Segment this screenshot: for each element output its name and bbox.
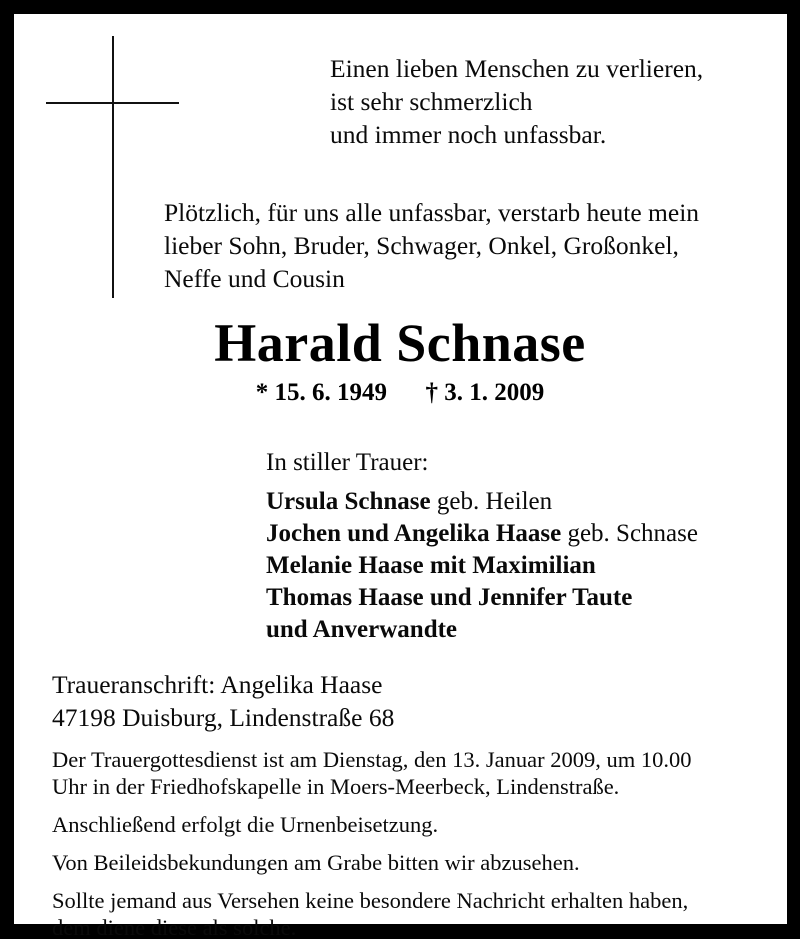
service-time-paragraph xyxy=(52,746,776,800)
address-line-2: 47198 Duisburg, Lindenstraße 68 xyxy=(52,703,395,732)
announcement-text xyxy=(164,196,770,295)
mourner-name: Jochen und Angelika Haase xyxy=(266,520,562,547)
mourner-name: und Anverwandte xyxy=(266,616,458,643)
cross-horizontal-stroke xyxy=(46,102,179,104)
service-line-1: Der Trauergottesdienst ist am Dienstag, den 13. Januar 2009, um 10.00 xyxy=(52,747,692,772)
death-symbol: † xyxy=(425,379,438,406)
mourner-name: Melanie Haase mit Maximilian xyxy=(266,552,596,579)
notice-inner-area xyxy=(14,14,787,940)
service-line-2: Uhr in der Friedhofskapelle in Moers-Meerbeck, Lindenstraße. xyxy=(52,774,620,799)
mourner-name: Ursula Schnase xyxy=(266,488,431,515)
death-date: 3. 1. 2009 xyxy=(444,379,545,406)
mourner-suffix: geb. Heilen xyxy=(430,488,553,515)
burial-line-1: Anschließend erfolgt die Urnenbeisetzung. xyxy=(52,812,439,837)
notification-line-2: dem diene diese als solche. xyxy=(52,915,297,940)
deceased-name-block xyxy=(28,314,772,408)
mourner-entry xyxy=(266,550,776,582)
mourner-entry xyxy=(266,486,776,518)
mourner-suffix: geb. Schnase xyxy=(561,520,698,547)
cross-vertical-stroke xyxy=(112,36,114,298)
mourner-entry xyxy=(266,518,776,550)
verse-line-1: Einen lieben Menschen zu verlieren, xyxy=(330,54,704,83)
birth-date: 15. 6. 1949 xyxy=(274,379,387,406)
announcement-line-2: lieber Sohn, Bruder, Schwager, Onkel, Großonkel, xyxy=(164,231,679,260)
announcement-line-3: Neffe und Cousin xyxy=(164,264,345,293)
mourners-block xyxy=(266,446,776,646)
service-details xyxy=(52,746,776,941)
condolence-request-paragraph xyxy=(52,849,776,876)
notification-line-1: Sollte jemand aus Versehen keine besondere Nachricht erhalten haben, xyxy=(52,888,689,913)
mourners-heading: In stiller Trauer: xyxy=(266,449,429,476)
verse-line-2: ist sehr schmerzlich xyxy=(330,87,533,116)
memorial-verse xyxy=(330,52,770,151)
address-line-1: Traueranschrift: Angelika Haase xyxy=(52,670,383,699)
mourner-entry xyxy=(266,582,776,614)
mourner-name: Thomas Haase und Jennifer Taute xyxy=(266,584,633,611)
condolence-address xyxy=(52,668,772,734)
mourner-entry xyxy=(266,614,776,646)
latin-cross-icon xyxy=(30,36,180,298)
birth-symbol: * xyxy=(255,379,269,406)
life-dates xyxy=(28,378,772,408)
deceased-name: Harald Schnase xyxy=(214,313,586,373)
condolence-request-line-1: Von Beileidsbekundungen am Grabe bitten wir abzusehen. xyxy=(52,850,580,875)
announcement-line-1: Plötzlich, für uns alle unfassbar, verstarb heute mein xyxy=(164,198,700,227)
notification-note-paragraph xyxy=(52,887,776,941)
burial-paragraph xyxy=(52,811,776,838)
verse-line-3: und immer noch unfassbar. xyxy=(330,120,607,149)
